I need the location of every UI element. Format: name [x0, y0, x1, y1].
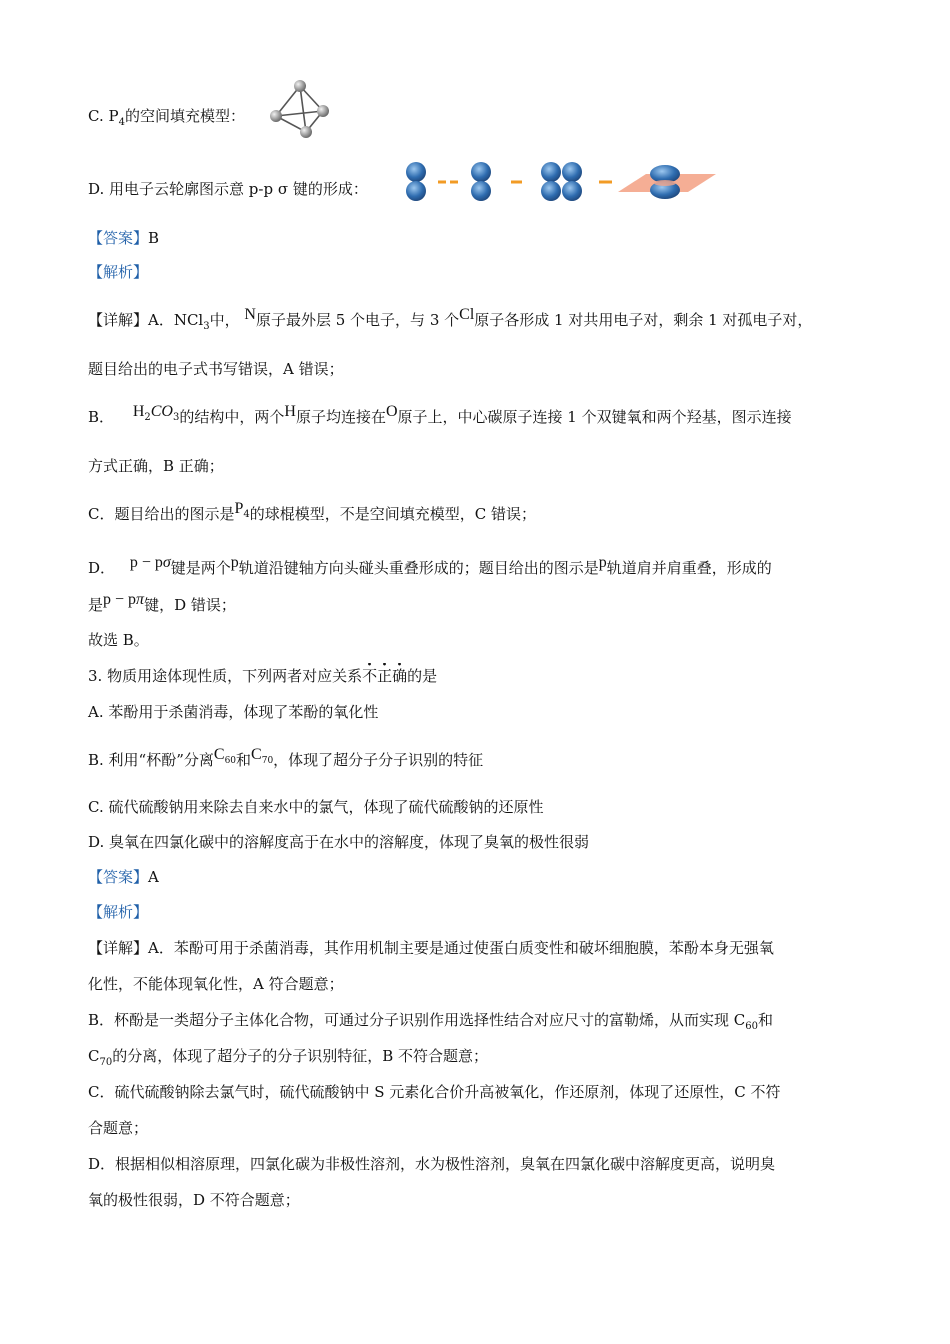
conclusion-q2: 故选 B。: [88, 631, 149, 649]
option-c-line: C. $P_4$的空间填充模型：: [88, 107, 245, 128]
option-b: B. 利用“杯酚”分离$C_{60}$和$C_{70}$，体现了超分子分子识别的特征: [88, 746, 484, 769]
detail-b-line1: B． $H_2CO_3$的结构中，两个H原子均连接在O原子上，中心碳原子连接 1 个双键氧和两个羟基，图示连接: [88, 403, 792, 426]
analysis-tag-q2: 【解析】: [88, 263, 149, 281]
q3-detail-c1: C．硫代硫酸钠除去氯气时，硫代硫酸钠中 S 元素化合价升高被氧化，作还原剂，体现了还原性，C 不符: [88, 1083, 781, 1101]
q3-detail-b2: $C_{70}$的分离，体现了超分子的分子识别特征，B 不符合题意；: [88, 1047, 489, 1068]
detail-a-line1: 【详解】A．NCl$_3$中， N原子最外层 5 个电子，与 3 个Cl原子各形成 1 对共用电子对，剩余 1 对孤电子对，: [88, 306, 813, 332]
option-d-line: D. 用电子云轮廓图示意 p-p σ 键的形成：: [88, 180, 368, 198]
option-a: A. 苯酚用于杀菌消毒，体现了苯酚的氧化性: [88, 703, 379, 721]
q3-detail-d2: 氧的极性很弱，D 不符合题意；: [88, 1191, 300, 1209]
analysis-tag-q3: 【解析】: [88, 903, 149, 921]
q3-detail-d1: D．根据相似相溶原理，四氯化碳为非极性溶剂，水为极性溶剂，臭氧在四氯化碳中溶解度更高，说明臭: [88, 1155, 776, 1173]
option-c: C. 硫代硫酸钠用来除去自来水中的氯气，体现了硫代硫酸钠的还原性: [88, 798, 544, 816]
p4-ball-stick-model: [266, 76, 336, 142]
q3-detail-a1: 【详解】A．苯酚可用于杀菌消毒，其作用机制主要是通过使蛋白质变性和破坏细胞膜，苯酚本身无强氧: [88, 939, 774, 957]
detail-a-line2: 题目给出的电子式书写错误，A 错误；: [88, 360, 344, 378]
emphasis-not-correct: 不正确: [362, 663, 407, 685]
detail-b-line2: 方式正确，B 正确；: [88, 457, 224, 475]
q3-detail-c2: 合题意；: [88, 1119, 149, 1137]
q3-detail-b1: B．杯酚是一类超分子主体化合物，可通过分子识别作用选择性结合对应尺寸的富勒烯，从而实现 $C_{60}$和: [88, 1011, 774, 1032]
detail-c-line: C．题目给出的图示是$P_4$的球棍模型，不是空间填充模型，C 错误；: [88, 500, 537, 523]
detail-d-line2: 是p − pπ键，D 错误；: [88, 591, 236, 614]
answer-line-q3: 【答案】A: [88, 868, 159, 886]
p-p-sigma-orbital-diagram: [398, 158, 720, 206]
question-3-stem: 3. 物质用途体现性质，下列两者对应关系不正确的是: [88, 666, 437, 686]
q3-detail-a2: 化性，不能体现氧化性，A 符合题意；: [88, 975, 344, 993]
option-d: D. 臭氧在四氯化碳中的溶解度高于在水中的溶解度，体现了臭氧的极性很弱: [88, 833, 590, 851]
detail-d-line1: D． p − pσ键是两个p轨道沿键轴方向头碰头重叠形成的；题目给出的图示是p轨道肩并肩重叠，形成的: [88, 554, 772, 577]
answer-line-q2: 【答案】B: [88, 229, 160, 247]
